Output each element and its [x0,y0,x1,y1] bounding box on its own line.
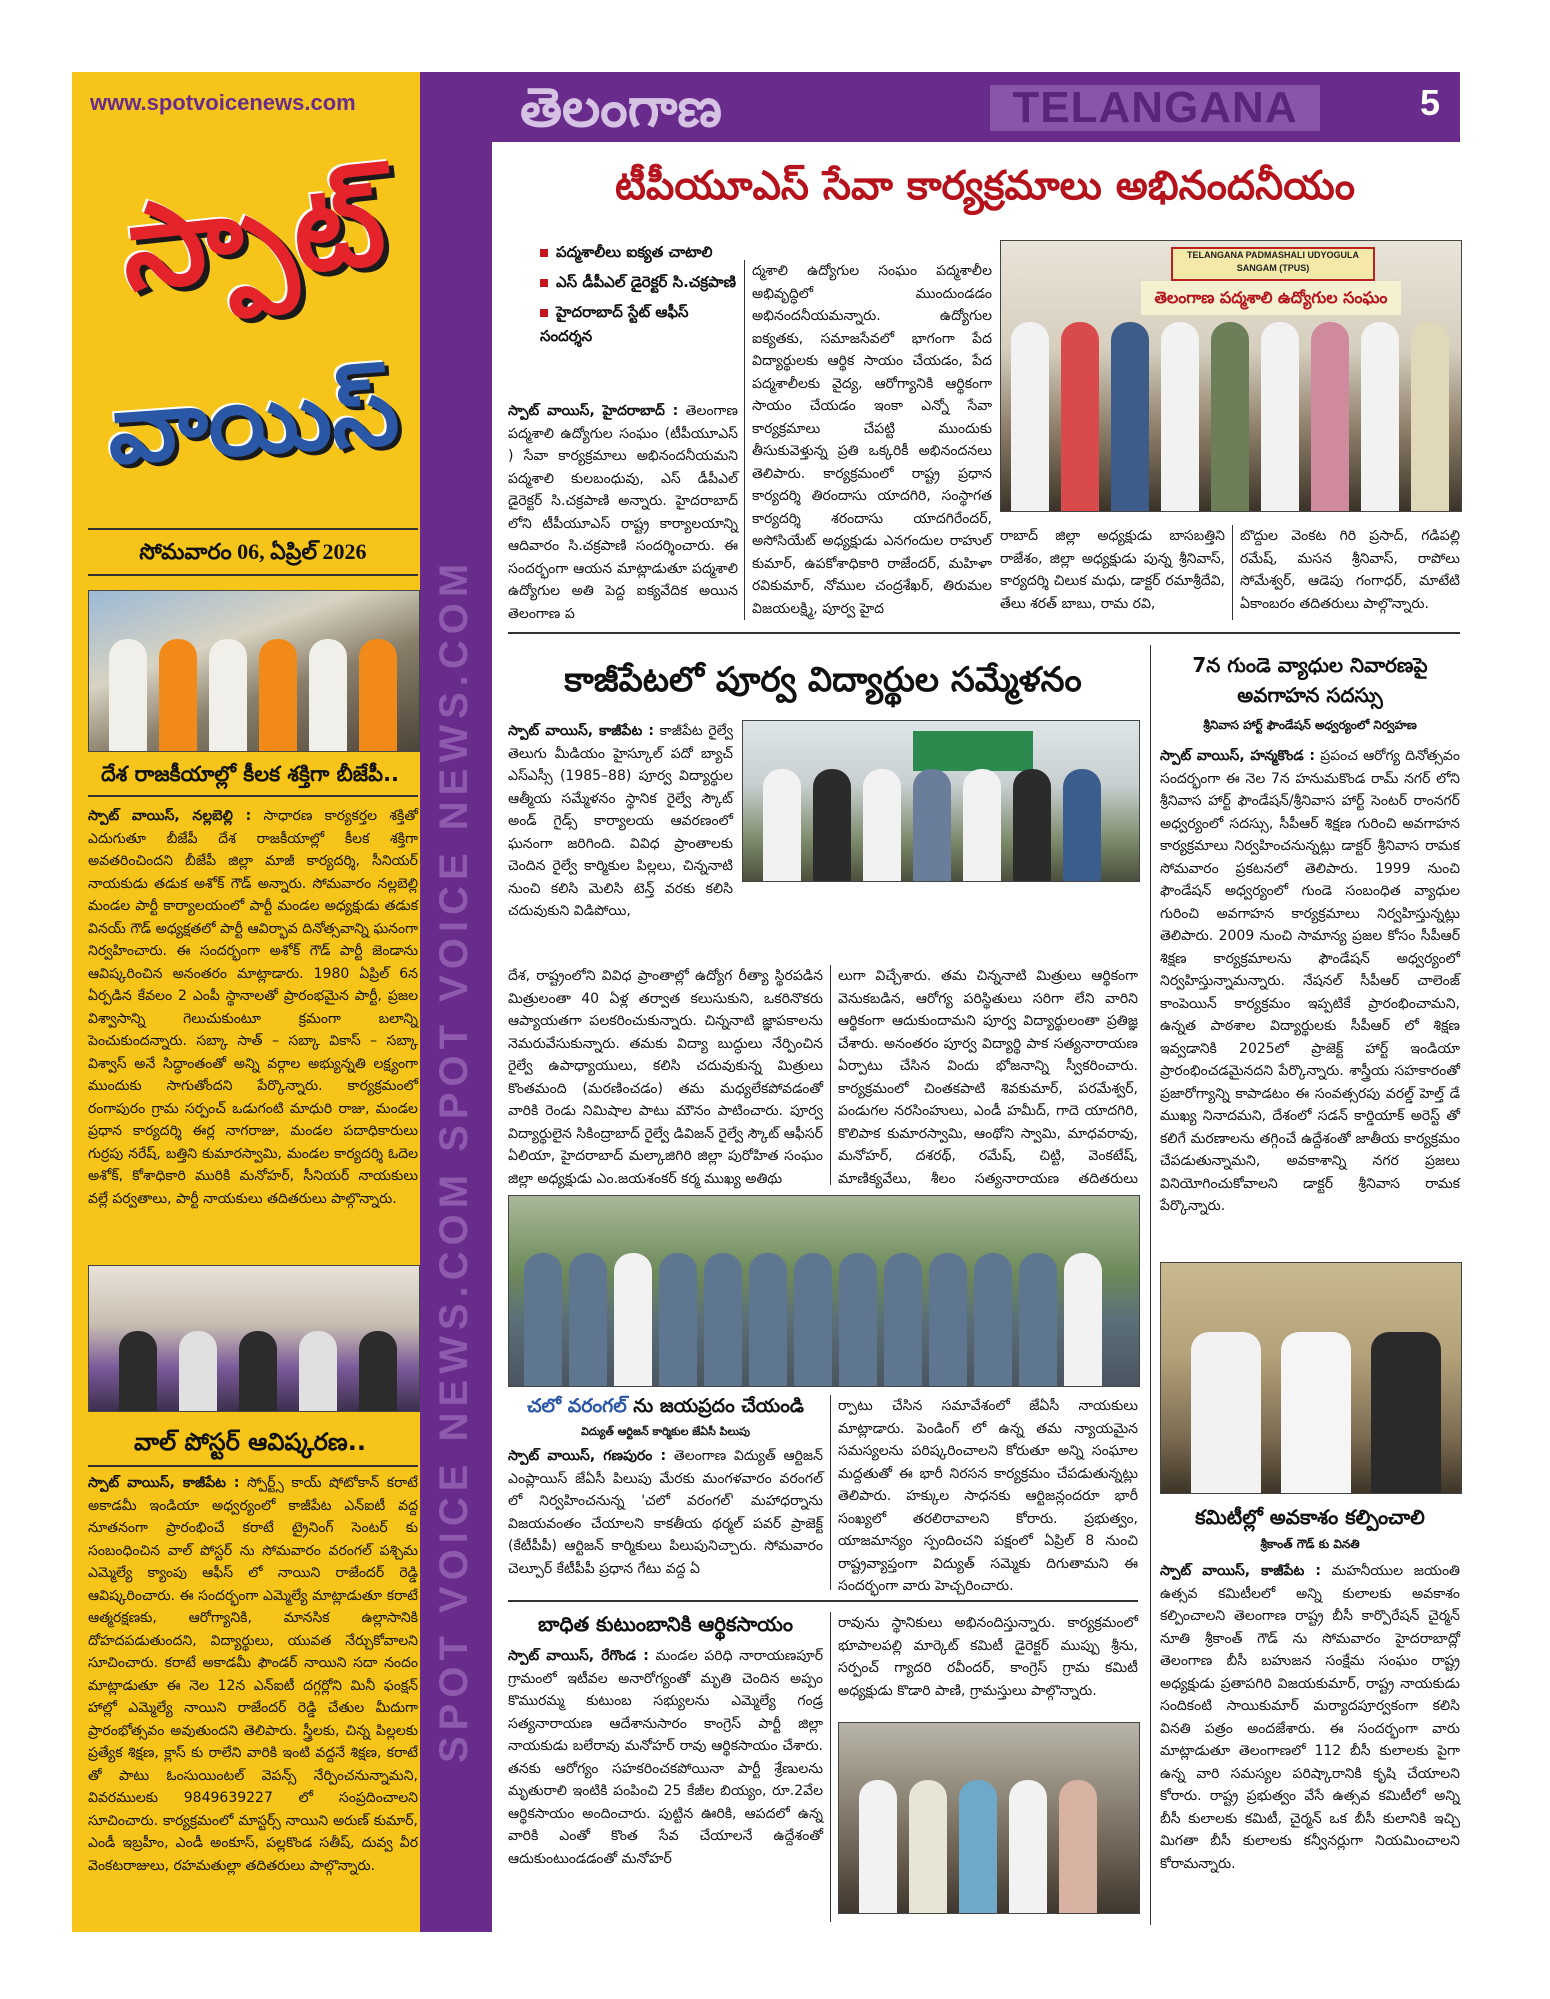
committee-memorandum-photo [1160,1262,1462,1494]
heart-dateline: స్పాట్ వాయిస్, హన్మకొండ : [1160,748,1316,764]
story-bjp-dateline: స్పాట్ వాయిస్, నల్లబెల్లి : [88,808,252,824]
logo-voice: వాయిస్ [103,353,403,487]
alumni-group-photo [742,720,1140,882]
wall-poster-photo [88,1265,420,1412]
story-poster-body [88,1472,418,1922]
lead-text-1: తెలంగాణ పద్మశాలి ఉద్యోగుల సంఘం (టీపీయూఎస్ ) సేవా కార్యక్రమాలు అభినందనీయమని పద్మశాలి కులబంధువు, ఎస్ డీపీఎల్ డైరెక్టర్ సి.చక్రపాణి అన్నారు. హైదరాబాద్ లోని టీపీయూఎస్ రాష్ట్ర కార్యాలయాన్ని ఆదివారం సి.చక్రపాణి సందర్శించారు. ఈ సందర్భంగా ఆయన మాట్లాడుతూ పద్మశాలి ఉద్యోగుల అతి పెద్ద ఐక్యవేదిక అయిన తెలంగాణ ప [508,403,738,622]
logo-spot: స్పాట్ [114,152,392,318]
chalo-body-col1 [508,1445,823,1590]
lead-bullets [540,240,740,348]
section-title-english: TELANGANA [990,85,1320,131]
aid-dateline: స్పాట్ వాయిస్, రేగొండ : [508,1648,649,1664]
heart-subhead: శ్రీనివాస హార్ట్ ఫౌండేషన్ అధ్వర్యంలో నిర్వహణ [1203,718,1417,732]
story-bjp-body [88,805,418,1255]
committee-text: మహనీయుల జయంతి ఉత్సవ కమిటీలలో అన్ని కులాలకు అవకాశం కల్పించాలని తెలంగాణ రాష్ట్ర బీసీ కార్పొరేషన్ చైర్మన్ నూతి శ్రీకాంత్ గౌడ్ ను సోమవారం హైదరాబాద్లో తెలంగాణ బీసీ బహుజన సంక్షేమ సంఘం రాష్ట్ర అధ్యక్షుడు ప్రతాపగిరి విజయకుమార్, రాష్ట్ర నాయకుడు సందికంటి సాయికుమార్ మర్యాదపూర్వకంగా కలిసి వినతి పత్రం అందజేశారు. ఈ సందర్భంగా వారు మాట్లాడుతూ తెలంగాణలో 112 బీసీ కులాలకు పైగా ఉన్న వారి సమస్యల పరిష్కారానికి కృషి చేయాలని కోరారు. రాష్ట్ర ప్రభుత్వం వేసే ఉత్సవ కమిటీలో అన్ని బీసీ కులాలకు కమిటీ, చైర్మన్ ఒక బీసీ కులానికి ఇచ్చి మిగతా బీసీ కులాలకు కన్వీనర్లుగా నియమించాలని కోరామన్నారు. [1160,1563,1460,1872]
bjp-flag-photo [88,590,420,752]
section-divider [508,632,1460,634]
column-rule [830,1612,831,1922]
divider [88,795,418,797]
committee-headline: కమిటీల్లో అవకాశం కల్పించాలి [1195,1505,1425,1529]
alumni-body-col2: దేశ, రాష్ట్రంలోని వివిధ ప్రాంతాల్లో ఉద్యోగ రీత్యా స్థిరపడిన మిత్రులంతా 40 ఏళ్ల తర్వాత కలుసుకుని, ఒకరినొకరు ఆప్యాయతగా పలకరించుకున్నారు. చిన్ననాటి జ్ఞాపకాలను నెమరువేసుకున్నారు. తమకు విద్యా బుద్ధులు నేర్పించిన రైల్వే ఉపాధ్యాయులు, కలిసి చదువుకున్న మిత్రులు కొంతమంది (మరణించడం) తమ మధ్యలేకపోవడంతో వారికి రెండు నిమిషాల పాటు మౌనం పాటించారు. పూర్వ విద్యార్థులైన సికింద్రాబాద్ రైల్వే డివిజన్ రైల్వే స్కౌట్ ఆఫీసర్ ఏలియా, హైదరాబాద్ మల్కాజిగిరి జిల్లా పురోహిత సంఘం జిల్లా అధ్యక్షుడు ఎం.జయశంకర్ కర్మ ముఖ్య అతిథు [508,968,823,1187]
committee-subhead: శ్రీకాంత్ గౌడ్ కు వినతి [1260,1537,1360,1551]
alumni-banner [913,731,1033,771]
chalo-body-col2: ర్పాటు చేసిన సమావేశంలో జేఏసీ నాయకులు మాట్లాడారు. పెండింగ్ లో ఉన్న తమ న్యాయమైన సమస్యలను పరిష్కరించాలని కోరుతూ అన్ని సంఘాల మద్దతుతో ఈ భారీ నిరసన కార్యక్రమం చేపడుతున్నట్లు తెలిపారు. హక్కుల సాధనకు ఆర్టిజన్లందరూ భారీ సంఖ్యలో తరలిరావాలని కోరారు. ప్రభుత్వం, యాజమాన్యం స్పందించని పక్షంలో ఏప్రిల్ 8 నుంచి రాష్ట్రవ్యాప్తంగా విద్యుత్ సమ్మెకు దిగుతామని ఈ సందర్భంగా వారు హెచ్చరించారు. [838,1398,1138,1594]
tpus-banner: TELANGANA PADMASHALI UDYOGULA SANGAM (TPUS) [1171,247,1375,281]
chalo-headline-highlight: చలో వరంగల్ [527,1395,627,1417]
website-url[interactable]: www.spotvoicenews.com [90,90,356,115]
lead-body-col3: రాబాద్ జిల్లా అధ్యక్షుడు బాసబత్తిని రాజేశం, జిల్లా అధ్యక్షుడు పున్న శ్రీనివాస్, కార్యదర్శి చిలుక మధు, డాక్టర్ రమాశ్రీదేవి, తేలు శరత్ బాబు, రామ రవి, [1000,528,1225,612]
alumni-body-col1 [508,720,733,960]
lead-body-col1 [508,400,738,620]
column-rule [744,260,745,620]
issue-date: సోమవారం 06, ఏప్రిల్ 2026 [88,528,418,576]
section-title-telugu: తెలంగాణ [520,76,723,139]
alumni-text-1: కాజీపేట రైల్వే తెలుగు మీడియం హైస్కూల్ పదో బ్యాచ్ ఎస్ఎస్సీ (1985–88) పూర్వ విద్యార్థుల ఆత్మీయ సమ్మేళనం స్థానిక రైల్వే స్కౌట్ అండ్ గైడ్స్ కార్యాలయ ఆవరణంలో ఘనంగా జరిగింది. వివిధ ప్రాంతాలకు చెందిన రైల్వే కార్మికుల పిల్లలు, చిన్ననాటి నుంచి కలిసి మెలిసి టెన్త్ వరకు కలిసి చదువుకుని విడిపోయి, [508,723,733,919]
chalo-dateline: స్పాట్ వాయిస్, గణపురం : [508,1448,667,1464]
lead-dateline: స్పాట్ వాయిస్, హైదరాబాద్ : [508,403,679,419]
lead-headline: టీపీయూఎస్ సేవా కార్యక్రమాలు అభినందనీయం [615,163,1355,209]
committee-body [1160,1560,1460,1925]
chalo-text-1: తెలంగాణ విద్యుత్ ఆర్టిజన్ ఎంప్లాయిస్ జేఏసీ పిలుపు మేరకు మంగళవారం వరంగల్ లో నిర్వహించనున్న 'చలో వరంగల్' మహాధర్నాను విజయవంతం చేయాలని కాకతీయ థర్మల్ పవర్ ప్రాజెక్ట్ (కేటీపీపీ) ఆర్టిజన్ కార్మికులు పిలుపునిచ్చారు. సోమవారం చెల్పూర్ కేటీపీపీ ప్రధాన గేటు వద్ద ఏ [508,1448,823,1577]
tpus-office-photo [1000,240,1462,512]
lead-bullet: ఎస్ డీపీఎల్ డైరెక్టర్ సి.చక్రపాణి [540,270,740,294]
story-poster-dateline: స్పాట్ వాయిస్, కాజీపేట : [88,1475,240,1491]
story-poster-headline: వాల్ పోస్టర్ ఆవిష్కరణ.. [134,1428,366,1456]
alumni-headline: కాజీపేటలో పూర్వ విద్యార్థుల సమ్మేళనం [564,660,1082,700]
lead-bullet: పద్మశాలీలు ఐక్యత చాటాలి [540,240,740,264]
heart-headline: 7న గుండె వ్యాధుల నివారణపై అవగాహన సదస్సు [1192,653,1428,707]
alumni-body-col3: లుగా విచ్చేశారు. తమ చిన్ననాటి మిత్రులు ఆర్థికంగా వెనుకబడిన, ఆరోగ్య పరిస్థితులు సరిగా లేని వారిని ఆర్థికంగా ఆదుకుందామని పూర్వ విద్యార్థులంతా ప్రతిజ్ఞ చేశారు. అనంతరం పూర్వ విద్యార్థి పాక సత్యనారాయణ ఏర్పాటు చేసిన విందు భోజనాన్ని స్వీకరించారు. కార్యక్రమంలో చింతకపాటి శివకుమార్, పరమేశ్వర్, పండుగల నరసింహులు, ఎండీ హమీద్, గాదె యాదగిరి, కొలిపాక కుమారస్వామి, ఆంథోని స్వామి, మాధవరావు, మనోహర్, దశరథ్, రమేష్, చిట్టి, వెంకటేష్, మాణిక్యవేలు, శీలం సత్యనారాయణ తదితరులు [838,968,1138,1187]
chalo-headline-rest: ను జయప్రదం చేయండి [626,1395,804,1417]
column-rule [1150,645,1151,1925]
lead-body-col2: ద్మశాలి ఉద్యోగుల సంఘం పద్మశాలీల అభివృద్ధిలో ముందుండడం అభినందనీయమన్నారు. ఉద్యోగుల ఐక్యతకు, సమాజసేవలో భాగంగా పేద విద్యార్థులకు ఆర్థిక సాయం చేయడం, పేద పద్మశాలీలకు వైద్య, ఆరోగ్యానికి ఆర్థికంగా సాయం చేయడం ఇంకా ఎన్నో సేవా కార్యక్రమాలు చేపట్టి ముందుకు తీసుకువెళ్తున్న ప్రతి ఒక్కరికీ అభినందనలు తెలిపారు. కార్యక్రమంలో రాష్ట్ర ప్రధాన కార్యదర్శి తిరందాసు యాదగిరి, సంస్థాగత కార్యదర్శి శరందాసు యాదగిరేందర్, అసోసియేట్ అధ్యక్షుడు ఎనగందుల రాహుల్ కుమార్, ఉపకోశాధికారి రాజేందర్, మహిళా రవికుమార్, నోముల చంద్రశేఖర్, తిరుమల విజయలక్ష్మి, పూర్వ హైద [752,263,992,617]
aid-text-1: మండల పరిధి నారాయణపూర్ గ్రామంలో ఇటీవల అనారోగ్యంతో మృతి చెందిన అప్పం కొమురమ్మ కుటుంబ సభ్యులను ఎమ్మెల్యే గండ్ర సత్యనారాయణ ఆదేశానుసారం కాంగ్రెస్ పార్టీ జిల్లా నాయకుడు బలేరావు మనోహర్ రావు ఆర్థికసాయం చేశారు. తనకు ఆరోగ్యం సహకరించకపోయినా పార్టీ శ్రేణులను మృతురాలి ఇంటికి పంపించి 25 కేజీల బియ్యం, రూ.2వేల ఆర్థికసాయం అందించారు. పుట్టిన ఊరికి, ఆపదలో ఉన్న వారికి ఎంతో కొంత సేవ చేయాలనే ఉద్దేశంతో ఆదుకుంటుండడంతో మనోహర్ [508,1648,824,1867]
vertical-website-text: SPOT VOICE NEWS.COM SPOT VOICE NEWS.COM [432,557,476,1763]
artisan-workers-photo [508,1195,1140,1387]
committee-dateline: స్పాట్ వాయిస్, కాజీపేట : [1160,1563,1321,1579]
alumni-dateline: స్పాట్ వాయిస్, కాజీపేట : [508,723,654,739]
story-poster-text: స్పోర్ట్స్ కాయ్ షోటోకాన్ కరాటే అకాడమీ ఇండియా అధ్వర్యంలో కాజీపేట ఎన్ఐటీ వద్ద నూతనంగా ప్రారంభించే కరాటే ట్రైనింగ్ సెంటర్ కు సంబంధించిన వాల్ పోస్టర్ ను సోమవారం వరంగల్ పశ్చిమ ఎమ్మెల్యే క్యాంపు ఆఫీస్ లో నాయిని రాజేందర్ రెడ్డి ఆవిష్కరించారు. ఈ సందర్భంగా ఎమ్మెల్యే మాట్లాడుతూ కరాటే ఆత్మరక్షణకు, ఆరోగ్యానికి, మానసిక ఉల్లాసానికి దోహదపడుతుందని, విద్యార్థులు, యువత నేర్చుకోవాలని సూచించారు. కరాటే అకాడమీ ఫౌండర్ నాయిని సదా నందం మాట్లాడుతూ ఈ నెల 12న ఎన్ఐటీ దగ్గర్లోని మినీ ఫంక్షన్ హాల్లో ఎమ్మెల్యే నాయిని రాజేందర్ రెడ్డి చేతుల మీదుగా ప్రారంభోత్సవం అవుతుందని తెలిపారు. స్త్రీలకు, చిన్న పిల్లలకు ప్రత్యేక శిక్షణ, క్లాస్ కు రాలేని వారికి ఇంటి వద్దనే శిక్షణ, కరాటే తో పాటు ఓంసుయింటల్ వెపన్స్ నేర్పించనున్నామని, వివరములకు 9849639227 లో సంప్రదించాలని సూచించారు. కార్యక్రమంలో మాస్టర్స్ నాయిని అరుణ్ కుమార్, ఎండీ ఇబ్రహీం, ఎండీ అంకూస్, పల్లకొండ సతీష్, దువ్వ వీర వెంకటరాజులు, రహమతుల్లా తదితరులు పాల్గొన్నారు. [88,1475,418,1874]
lead-body-col4: బొద్దుల వెంకట గిరి ప్రసాద్, గడిపల్లి రమేష్, మసన శ్రీనివాస్, రాపోలు సోమేశ్వర్, ఆడెపు గంగాధర్, మాటేటి ఏకాంబరం తదితరులు పాల్గొన్నారు. [1240,528,1460,612]
story-bjp-text: సాధారణ కార్యకర్తల శక్తితో ఎదుగుతూ బీజేపీ దేశ రాజకీయాల్లో కీలక శక్తిగా అవతరించిందని బీజేపీ జిల్లా మాజీ కార్యదర్శి, సీనియర్ నాయకుడు తడుక అశోక్ గౌడ్ అన్నారు. సోమవారం నల్లబెల్లి మండల పార్టీ కార్యాలయంలో పార్టీ మండల అధ్యక్షుడు తడుక వినయ్ గౌడ్ అధ్యక్షతలో పార్టీ ఆవిర్భావ దినోత్సవాన్ని ఘనంగా నిర్వహించారు. ఈ సందర్భంగా అశోక్ గౌడ్ పార్టీ జెండాను ఆవిష్కరించిన అనంతరం మాట్లాడారు. 1980 ఏప్రిల్ 6న ఏర్పడిన కేవలం 2 ఎంపీ స్థానాలతో ప్రారంభమైన పార్టీ, ప్రజల విశ్వాసాన్ని గెలుచుకుంటూ క్రమంగా బలాన్ని పెంచుకుందన్నారు. సబ్కా సాత్ – సబ్కా వికాస్ – సబ్కా విశ్వాస్ అనే సిద్ధాంతంతో అన్ని వర్గాల అభ్యున్నతి లక్ష్యంగా ముందుకు సాగుతోందని పేర్కొన్నారు. కార్యక్రమంలో రంగాపురం గ్రామ సర్పంచ్ ఒడుగంటి మాధురి రాజు, మండల ప్రధాన కార్యదర్శి ఈర్ల నాగరాజు, మండల పదాధికారులు గుర్రపు నరేష్, బత్తిని కుమారస్వామి, మండల కార్యదర్శి ఓదెల అశోక్, కోశాధికారి మురికి మనోహర్, సీనియర్ నాయకులు వల్లే పర్వతాలు, పార్టీ నాయకులు తదితరులు పాల్గొన్నారు. [88,808,419,1207]
column-rule [1232,525,1233,620]
chalo-subhead: విద్యుత్ ఆర్టిజన్ కార్మికుల జేఏసీ పిలుపు [580,1425,751,1438]
story-bjp-headline: దేశ రాజకీయాల్లో కీలక శక్తిగా బీజేపీ.. [100,762,400,786]
divider [88,1465,418,1467]
section-divider [508,1600,1138,1602]
heart-text: ప్రపంచ ఆరోగ్య దినోత్సవం సందర్భంగా ఈ నెల 7న హనుమకొండ రామ్ నగర్ లోని శ్రీనివాస హార్ట్ ఫౌండేషన్/శ్రీనివాస హార్ట్ సెంటర్ రాంనగర్ అధ్వర్యంలో సదస్సు, సీపీఆర్ శిక్షణ గురించి అవగాహన కార్యక్రమాలు నిర్వహించనున్నట్లు డాక్టర్ శ్రీనివాస రామక సోమవారం ప్రకటనలో తెలిపారు. 1999 నుంచి ఫౌండేషన్ అధ్వర్యంలో గుండె సంబంధిత వ్యాధుల గురించి అవగాహన కార్యక్రమాలు నిర్వహిస్తున్నట్లు తెలిపారు. 2009 నుంచి సామాన్య ప్రజల కోసం సీపీఆర్ శిక్షణ కార్యక్రమాలను ఫౌండేషన్ అధ్వర్యంలో నిర్వహిస్తున్నామన్నారు. నేషనల్ సీపీఆర్ చాలెంజ్ కాంపెయిన్ కార్యక్రమం ఇప్పటికే ప్రారంభించామని, ఉన్నత పాఠశాల విద్యార్థులకు సీపీఆర్ లో శిక్షణ ఇవ్వడానికి 2025లో ప్రాజెక్ట్ హార్ట్ ఇండియా ప్రారంభించడమైనదని పేర్కొన్నారు. శాస్త్రీయ సహకారంతో ప్రజారోగ్యాన్ని కాపాడటం ఈ సంవత్సరపు వరల్డ్ హెల్త్ డే ముఖ్య నినాదమని, దేశంలో సడన్ కార్డియాక్ అరెస్ట్ తో కలిగే మరణాలను తగ్గించే ఉద్దేశంతో జాతీయ కార్యక్రమం చేపడుతున్నామని, అవకాశాన్ని నగర ప్రజలు వినియోగించుకోవాలని డాక్టర్ శ్రీనివాస రామక పేర్కొన్నారు. [1160,748,1460,1214]
aid-body-col2: రావును స్థానికులు అభినందిస్తున్నారు. కార్యక్రమంలో భూపాలపల్లి మార్కెట్ కమిటీ డైరెక్టర్ ముప్పు శ్రీను, సర్పంచ్ గ్యాదరి రవీందర్, కాంగ్రెస్ గ్రామ కమిటీ అధ్యక్షుడు కొడారి పాణి, గ్రామస్తులు పాల్గొన్నారు. [838,1615,1138,1699]
page-number: 5 [1420,82,1441,123]
aid-handover-photo [838,1722,1140,1914]
chalo-headline [508,1395,823,1422]
heart-body [1160,745,1460,1250]
lead-bullet: హైదరాబాద్ స్టేట్ ఆఫీస్ సందర్శన [540,300,740,348]
aid-body-col1 [508,1645,823,1930]
column-rule [830,1395,831,1590]
column-rule [830,965,831,1185]
aid-headline: బాధిత కుటుంబానికి ఆర్థికసాయం [538,1612,793,1636]
tpus-banner-telugu: తెలంగాణ పద్మశాలి ఉద్యోగుల సంఘం [1141,281,1401,315]
